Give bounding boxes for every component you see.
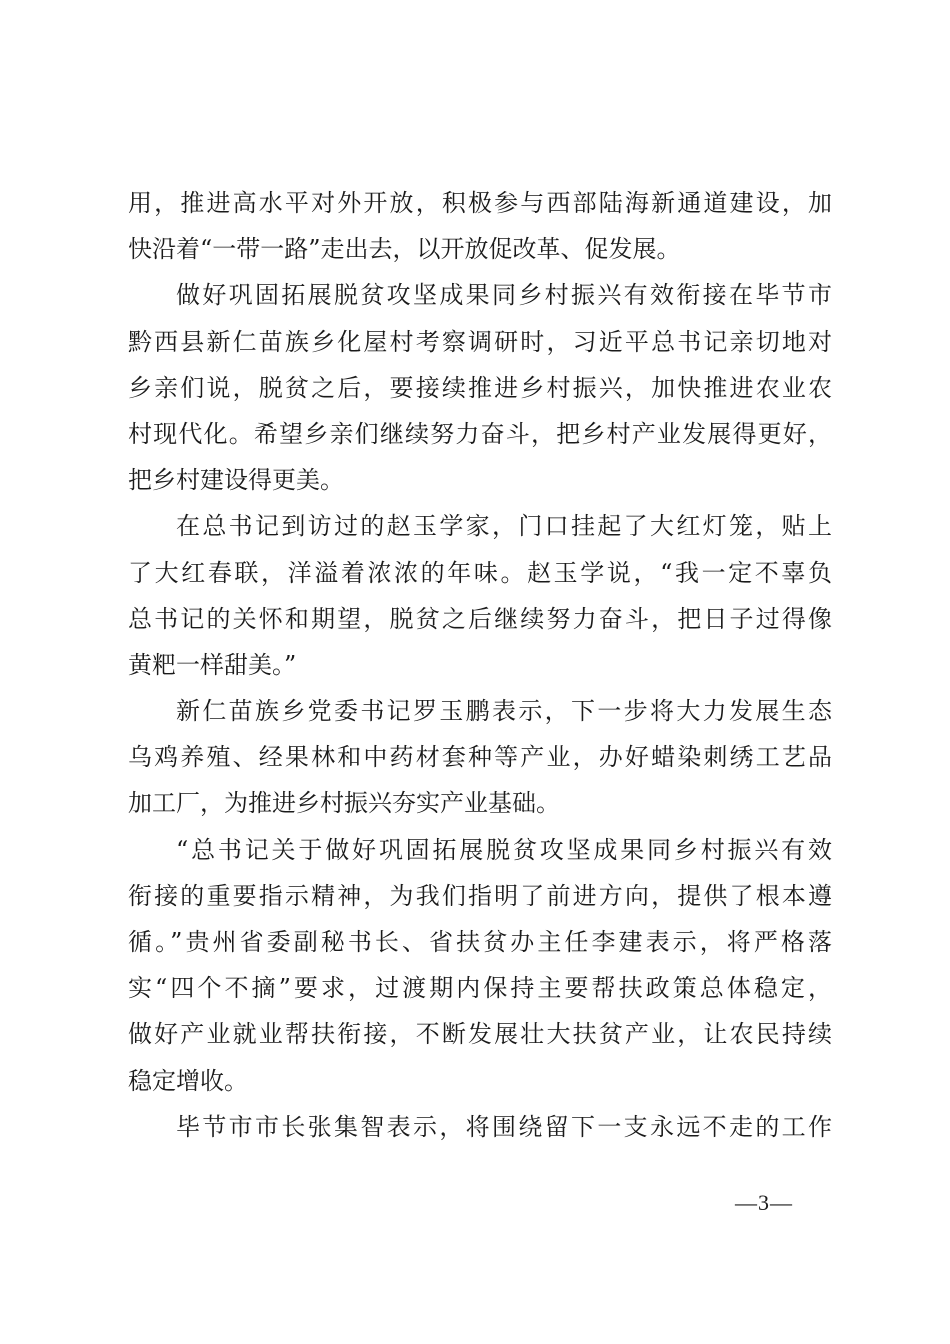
text-line: 把乡村建设得更美。 — [128, 466, 344, 495]
text-line: 循。”贵州省委副秘书长、省扶贫办主任李建表示，将严格落 — [128, 928, 832, 956]
text-line: 做好巩固拓展脱贫攻坚成果同乡村振兴有效衔接在毕节市 — [176, 281, 832, 310]
text-line: 在总书记到访过的赵玉学家，门口挂起了大红灯笼，贴上 — [176, 512, 832, 541]
text-line: 衔接的重要指示精神，为我们指明了前进方向，提供了根本遵 — [128, 881, 832, 910]
text-line: 村现代化。希望乡亲们继续努力奋斗，把乡村产业发展得更好， — [128, 419, 832, 448]
text-line: 毕节市市长张集智表示，将围绕留下一支永远不走的工作 — [176, 1112, 832, 1141]
text-line: 新仁苗族乡党委书记罗玉鹏表示，下一步将大力发展生态 — [176, 697, 832, 726]
text-line: 快沿着“一带一路”走出去，以开放促改革、促发展。 — [128, 235, 681, 264]
text-line: 黄粑一样甜美。” — [128, 650, 297, 679]
body-text — [128, 180, 832, 1150]
text-line: “总书记关于做好巩固拓展脱贫攻坚成果同乡村振兴有效 — [176, 835, 832, 864]
text-line: 了大红春联，洋溢着浓浓的年味。赵玉学说，“我一定不辜负 — [128, 558, 832, 587]
text-line: 总书记的关怀和期望，脱贫之后继续努力奋斗，把日子过得像 — [128, 604, 832, 633]
text-line: 做好产业就业帮扶衔接，不断发展壮大扶贫产业，让农民持续 — [128, 1020, 832, 1049]
text-line: 黔西县新仁苗族乡化屋村考察调研时，习近平总书记亲切地对 — [128, 327, 832, 356]
text-line: 乌鸡养殖、经果林和中药材套种等产业，办好蜡染刺绣工艺品 — [128, 743, 832, 772]
page-number: —3— — [735, 1190, 793, 1215]
text-line: 乡亲们说，脱贫之后，要接续推进乡村振兴，加快推进农业农 — [128, 373, 832, 402]
text-line: 用，推进高水平对外开放，积极参与西部陆海新通道建设，加 — [128, 189, 832, 217]
text-line: 稳定增收。 — [128, 1066, 248, 1095]
text-line: 加工厂，为推进乡村振兴夯实产业基础。 — [128, 789, 560, 818]
text-line: 实“四个不摘”要求，过渡期内保持主要帮扶政策总体稳定， — [128, 974, 832, 1003]
